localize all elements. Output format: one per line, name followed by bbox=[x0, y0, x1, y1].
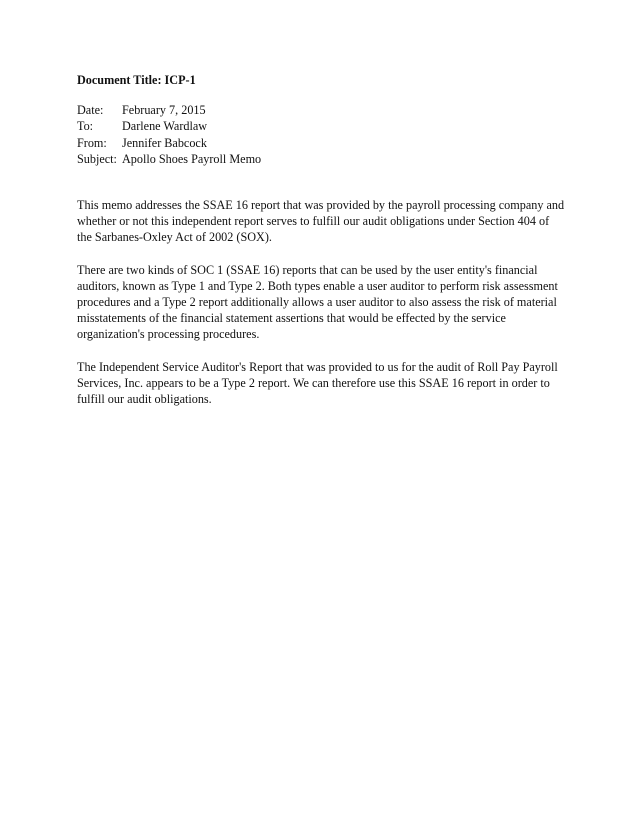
memo-paragraph-soc-types: There are two kinds of SOC 1 (SSAE 16) reports that can be used by the user entity's financial auditors, known as Type 1 and Type 2. Both types enable a user auditor to perform risk assessment procedures and a Type 2 report additionally allows a user auditor to also assess the risk of material misstatements of the financial statement assertions that would be effected by the service organization's processing procedures. bbox=[77, 262, 558, 342]
memo-header-row-to bbox=[77, 118, 261, 134]
to-label: To: bbox=[77, 119, 94, 134]
date-value: February 7, 2015 bbox=[122, 103, 206, 118]
from-value: Jennifer Babcock bbox=[122, 135, 207, 150]
memo-header-row-from bbox=[77, 135, 261, 151]
memo-header-row-subject bbox=[77, 151, 261, 167]
document-title: Document Title: ICP-1 bbox=[77, 73, 196, 87]
memo-paragraph-intro: This memo addresses the SSAE 16 report that was provided by the payroll processing company and whether or not this independent report serves to fulfill our audit obligations under Section 404 of the Sarbanes-Oxley Act of 2002 (SOX). bbox=[77, 198, 565, 245]
subject-value: Apollo Shoes Payroll Memo bbox=[122, 151, 262, 166]
to-value: Darlene Wardlaw bbox=[122, 119, 208, 134]
memo-document bbox=[77, 72, 567, 423]
date-label: Date: bbox=[77, 103, 104, 118]
memo-paragraph-conclusion: The Independent Service Auditor's Report that was provided to us for the audit of Roll Pay Payroll Services, Inc. appears to be a Type 2 report. We can therefore use this SSAE 16 report in order to fulfill our audit obligations. bbox=[77, 359, 558, 407]
from-label: From: bbox=[77, 135, 107, 150]
subject-label: Subject: bbox=[77, 151, 117, 166]
memo-header-row-date bbox=[77, 102, 261, 118]
memo-header bbox=[77, 102, 261, 167]
